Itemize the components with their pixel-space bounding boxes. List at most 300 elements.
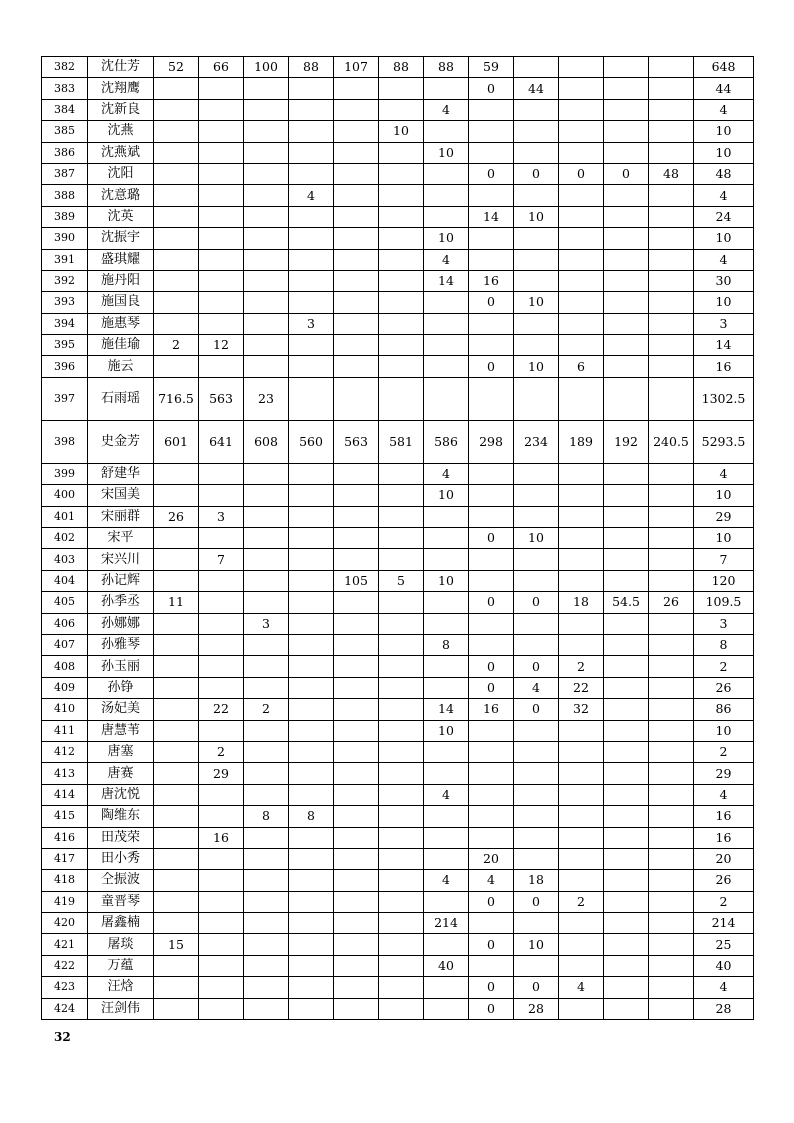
value-cell — [154, 656, 199, 677]
value-cell — [379, 185, 424, 206]
name-cell: 童晋琴 — [88, 891, 154, 912]
value-cell — [469, 506, 514, 527]
value-cell — [649, 292, 694, 313]
total-cell: 2 — [694, 656, 754, 677]
value-cell — [604, 634, 649, 655]
value-cell — [559, 955, 604, 976]
value-cell — [379, 806, 424, 827]
row-number-cell: 393 — [42, 292, 88, 313]
total-cell: 8 — [694, 634, 754, 655]
value-cell — [334, 292, 379, 313]
value-cell — [244, 827, 289, 848]
row-number-cell: 419 — [42, 891, 88, 912]
value-cell — [334, 228, 379, 249]
value-cell — [289, 741, 334, 762]
table-row — [42, 677, 754, 698]
value-cell — [514, 270, 559, 291]
value-cell — [334, 806, 379, 827]
value-cell — [424, 377, 469, 420]
table-row — [42, 228, 754, 249]
value-cell — [154, 206, 199, 227]
table-row — [42, 656, 754, 677]
value-cell — [604, 249, 649, 270]
value-cell — [604, 677, 649, 698]
value-cell: 44 — [514, 78, 559, 99]
total-cell: 120 — [694, 570, 754, 591]
value-cell — [424, 656, 469, 677]
value-cell — [334, 78, 379, 99]
value-cell — [649, 228, 694, 249]
value-cell: 601 — [154, 420, 199, 463]
value-cell — [379, 955, 424, 976]
value-cell — [649, 634, 694, 655]
total-cell: 10 — [694, 528, 754, 549]
table-row — [42, 998, 754, 1019]
value-cell — [199, 720, 244, 741]
row-number-cell: 386 — [42, 142, 88, 163]
name-cell: 施佳瑜 — [88, 335, 154, 356]
table-row — [42, 592, 754, 613]
value-cell — [334, 720, 379, 741]
row-number-cell: 400 — [42, 485, 88, 506]
value-cell — [604, 763, 649, 784]
table-row — [42, 313, 754, 334]
value-cell — [649, 570, 694, 591]
total-cell: 14 — [694, 335, 754, 356]
value-cell — [469, 549, 514, 570]
name-cell: 汤妃美 — [88, 699, 154, 720]
value-cell: 10 — [514, 356, 559, 377]
row-number-cell: 414 — [42, 784, 88, 805]
value-cell — [559, 763, 604, 784]
name-cell: 沈翔鹰 — [88, 78, 154, 99]
value-cell — [289, 677, 334, 698]
total-cell: 2 — [694, 741, 754, 762]
name-cell: 屠琰 — [88, 934, 154, 955]
value-cell — [244, 463, 289, 484]
value-cell: 20 — [469, 848, 514, 869]
name-cell: 孙玉丽 — [88, 656, 154, 677]
value-cell — [604, 656, 649, 677]
value-cell — [649, 528, 694, 549]
value-cell — [469, 613, 514, 634]
value-cell: 26 — [154, 506, 199, 527]
value-cell: 0 — [469, 977, 514, 998]
value-cell — [379, 741, 424, 762]
value-cell — [199, 998, 244, 1019]
value-cell — [514, 335, 559, 356]
value-cell — [379, 228, 424, 249]
value-cell: 716.5 — [154, 377, 199, 420]
value-cell: 3 — [289, 313, 334, 334]
value-cell: 29 — [199, 763, 244, 784]
value-cell — [199, 99, 244, 120]
value-cell — [289, 335, 334, 356]
row-number-cell: 404 — [42, 570, 88, 591]
name-cell: 孙铮 — [88, 677, 154, 698]
value-cell: 4 — [289, 185, 334, 206]
value-cell — [514, 185, 559, 206]
value-cell: 10 — [424, 570, 469, 591]
name-cell: 唐塞 — [88, 741, 154, 762]
value-cell — [244, 656, 289, 677]
value-cell — [379, 699, 424, 720]
value-cell — [334, 377, 379, 420]
value-cell — [649, 848, 694, 869]
value-cell — [604, 848, 649, 869]
value-cell — [424, 613, 469, 634]
value-cell — [334, 891, 379, 912]
value-cell — [154, 977, 199, 998]
name-cell: 沈阳 — [88, 163, 154, 184]
value-cell: 4 — [424, 784, 469, 805]
value-cell — [649, 613, 694, 634]
value-cell — [469, 228, 514, 249]
value-cell: 8 — [244, 806, 289, 827]
value-cell — [379, 634, 424, 655]
value-cell: 0 — [469, 891, 514, 912]
value-cell: 0 — [559, 163, 604, 184]
value-cell — [604, 206, 649, 227]
table-row — [42, 613, 754, 634]
name-cell: 孙季丞 — [88, 592, 154, 613]
value-cell: 0 — [469, 292, 514, 313]
value-cell — [469, 741, 514, 762]
value-cell: 0 — [469, 592, 514, 613]
value-cell — [154, 549, 199, 570]
name-cell: 田茂荣 — [88, 827, 154, 848]
value-cell — [559, 613, 604, 634]
value-cell — [289, 891, 334, 912]
name-cell: 孙雅琴 — [88, 634, 154, 655]
value-cell — [154, 528, 199, 549]
value-cell — [289, 848, 334, 869]
value-cell: 0 — [469, 934, 514, 955]
value-cell — [604, 335, 649, 356]
value-cell — [559, 848, 604, 869]
value-cell — [154, 955, 199, 976]
row-number-cell: 388 — [42, 185, 88, 206]
value-cell — [244, 528, 289, 549]
value-cell — [514, 741, 559, 762]
value-cell: 16 — [199, 827, 244, 848]
value-cell — [424, 356, 469, 377]
value-cell: 0 — [469, 163, 514, 184]
value-cell — [199, 121, 244, 142]
value-cell — [334, 977, 379, 998]
value-cell — [244, 335, 289, 356]
row-number-cell: 412 — [42, 741, 88, 762]
value-cell — [154, 185, 199, 206]
value-cell — [559, 934, 604, 955]
value-cell: 5 — [379, 570, 424, 591]
name-cell: 沈燕 — [88, 121, 154, 142]
value-cell — [469, 913, 514, 934]
value-cell — [244, 955, 289, 976]
value-cell — [604, 977, 649, 998]
row-number-cell: 387 — [42, 163, 88, 184]
value-cell — [334, 99, 379, 120]
total-cell: 48 — [694, 163, 754, 184]
row-number-cell: 385 — [42, 121, 88, 142]
value-cell — [649, 99, 694, 120]
total-cell: 28 — [694, 998, 754, 1019]
table-row — [42, 335, 754, 356]
value-cell: 0 — [514, 656, 559, 677]
value-cell: 10 — [514, 206, 559, 227]
value-cell — [649, 699, 694, 720]
value-cell — [379, 506, 424, 527]
value-cell: 234 — [514, 420, 559, 463]
value-cell: 54.5 — [604, 592, 649, 613]
value-cell: 88 — [379, 57, 424, 78]
value-cell — [379, 142, 424, 163]
value-cell — [379, 613, 424, 634]
value-cell — [379, 485, 424, 506]
table-row — [42, 549, 754, 570]
table-row — [42, 57, 754, 78]
value-cell — [289, 763, 334, 784]
value-cell — [244, 78, 289, 99]
value-cell — [469, 955, 514, 976]
value-cell — [289, 377, 334, 420]
table-row — [42, 99, 754, 120]
value-cell — [199, 163, 244, 184]
value-cell: 0 — [469, 998, 514, 1019]
value-cell — [244, 592, 289, 613]
value-cell — [289, 827, 334, 848]
value-cell: 3 — [199, 506, 244, 527]
value-cell: 0 — [514, 592, 559, 613]
total-cell: 109.5 — [694, 592, 754, 613]
value-cell — [289, 78, 334, 99]
value-cell — [424, 677, 469, 698]
value-cell: 0 — [469, 528, 514, 549]
table-row — [42, 463, 754, 484]
row-number-cell: 395 — [42, 335, 88, 356]
value-cell — [379, 99, 424, 120]
value-cell: 586 — [424, 420, 469, 463]
value-cell — [604, 142, 649, 163]
value-cell — [469, 377, 514, 420]
value-cell — [334, 206, 379, 227]
value-cell: 18 — [514, 870, 559, 891]
value-cell: 240.5 — [649, 420, 694, 463]
value-cell — [244, 99, 289, 120]
total-cell: 4 — [694, 463, 754, 484]
value-cell — [379, 677, 424, 698]
value-cell — [559, 913, 604, 934]
value-cell — [199, 356, 244, 377]
value-cell — [514, 57, 559, 78]
value-cell — [289, 206, 334, 227]
value-cell — [154, 763, 199, 784]
value-cell — [649, 57, 694, 78]
total-cell: 16 — [694, 356, 754, 377]
value-cell — [559, 570, 604, 591]
value-cell — [604, 549, 649, 570]
value-cell: 0 — [469, 656, 514, 677]
value-cell: 23 — [244, 377, 289, 420]
value-cell — [199, 784, 244, 805]
value-cell — [289, 699, 334, 720]
value-cell — [604, 78, 649, 99]
table-row — [42, 420, 754, 463]
value-cell — [649, 121, 694, 142]
value-cell — [649, 784, 694, 805]
value-cell — [379, 934, 424, 955]
value-cell — [199, 677, 244, 698]
value-cell — [199, 292, 244, 313]
value-cell — [379, 270, 424, 291]
name-cell: 仝振波 — [88, 870, 154, 891]
value-cell — [244, 249, 289, 270]
value-cell: 10 — [514, 528, 559, 549]
name-cell: 屠鑫楠 — [88, 913, 154, 934]
value-cell — [514, 549, 559, 570]
value-cell — [244, 292, 289, 313]
value-cell — [334, 270, 379, 291]
total-cell: 30 — [694, 270, 754, 291]
value-cell — [559, 506, 604, 527]
value-cell — [289, 592, 334, 613]
value-cell — [514, 784, 559, 805]
row-number-cell: 390 — [42, 228, 88, 249]
row-number-cell: 409 — [42, 677, 88, 698]
row-number-cell: 382 — [42, 57, 88, 78]
value-cell — [604, 741, 649, 762]
value-cell — [559, 784, 604, 805]
value-cell — [334, 848, 379, 869]
value-cell — [604, 613, 649, 634]
value-cell — [244, 142, 289, 163]
value-cell — [514, 99, 559, 120]
value-cell — [379, 656, 424, 677]
row-number-cell: 408 — [42, 656, 88, 677]
total-cell: 29 — [694, 506, 754, 527]
name-cell: 宋兴川 — [88, 549, 154, 570]
total-cell: 16 — [694, 806, 754, 827]
donation-table — [41, 56, 754, 1020]
value-cell — [199, 206, 244, 227]
value-cell — [604, 806, 649, 827]
total-cell: 7 — [694, 549, 754, 570]
value-cell — [289, 955, 334, 976]
value-cell — [289, 998, 334, 1019]
value-cell — [199, 528, 244, 549]
value-cell: 88 — [289, 57, 334, 78]
value-cell — [154, 249, 199, 270]
row-number-cell: 416 — [42, 827, 88, 848]
total-cell: 214 — [694, 913, 754, 934]
value-cell — [514, 228, 559, 249]
value-cell — [559, 121, 604, 142]
value-cell — [199, 78, 244, 99]
value-cell — [424, 891, 469, 912]
table-row — [42, 528, 754, 549]
total-cell: 10 — [694, 142, 754, 163]
value-cell — [154, 806, 199, 827]
value-cell — [244, 485, 289, 506]
value-cell: 560 — [289, 420, 334, 463]
value-cell: 0 — [514, 891, 559, 912]
value-cell — [469, 570, 514, 591]
value-cell — [334, 763, 379, 784]
value-cell: 3 — [244, 613, 289, 634]
value-cell: 0 — [514, 699, 559, 720]
value-cell: 10 — [424, 228, 469, 249]
value-cell: 4 — [469, 870, 514, 891]
value-cell: 14 — [424, 270, 469, 291]
value-cell — [424, 827, 469, 848]
value-cell — [334, 463, 379, 484]
value-cell — [469, 249, 514, 270]
value-cell — [379, 592, 424, 613]
name-cell: 汪焓 — [88, 977, 154, 998]
value-cell — [649, 549, 694, 570]
value-cell — [469, 463, 514, 484]
value-cell — [334, 506, 379, 527]
value-cell — [559, 270, 604, 291]
value-cell — [559, 870, 604, 891]
name-cell: 盛琪耀 — [88, 249, 154, 270]
value-cell — [559, 463, 604, 484]
value-cell — [154, 292, 199, 313]
name-cell: 舒建华 — [88, 463, 154, 484]
table-row — [42, 163, 754, 184]
value-cell — [334, 913, 379, 934]
total-cell: 10 — [694, 292, 754, 313]
total-cell: 4 — [694, 185, 754, 206]
value-cell — [199, 955, 244, 976]
value-cell — [559, 57, 604, 78]
value-cell — [154, 634, 199, 655]
value-cell — [559, 249, 604, 270]
value-cell: 14 — [469, 206, 514, 227]
total-cell: 3 — [694, 613, 754, 634]
value-cell — [334, 528, 379, 549]
value-cell — [154, 784, 199, 805]
value-cell — [649, 870, 694, 891]
value-cell — [424, 185, 469, 206]
value-cell — [199, 570, 244, 591]
value-cell — [244, 870, 289, 891]
name-cell: 唐慧苇 — [88, 720, 154, 741]
value-cell — [379, 913, 424, 934]
value-cell — [289, 913, 334, 934]
value-cell — [154, 870, 199, 891]
value-cell: 641 — [199, 420, 244, 463]
total-cell: 5293.5 — [694, 420, 754, 463]
value-cell — [559, 206, 604, 227]
value-cell: 8 — [424, 634, 469, 655]
name-cell: 陶维东 — [88, 806, 154, 827]
value-cell — [424, 934, 469, 955]
value-cell — [514, 506, 559, 527]
value-cell — [469, 313, 514, 334]
value-cell — [154, 891, 199, 912]
value-cell — [289, 163, 334, 184]
total-cell: 4 — [694, 99, 754, 120]
value-cell — [379, 249, 424, 270]
value-cell: 0 — [514, 977, 559, 998]
value-cell — [649, 313, 694, 334]
value-cell — [379, 292, 424, 313]
value-cell: 15 — [154, 934, 199, 955]
value-cell — [559, 335, 604, 356]
value-cell — [514, 806, 559, 827]
value-cell: 189 — [559, 420, 604, 463]
